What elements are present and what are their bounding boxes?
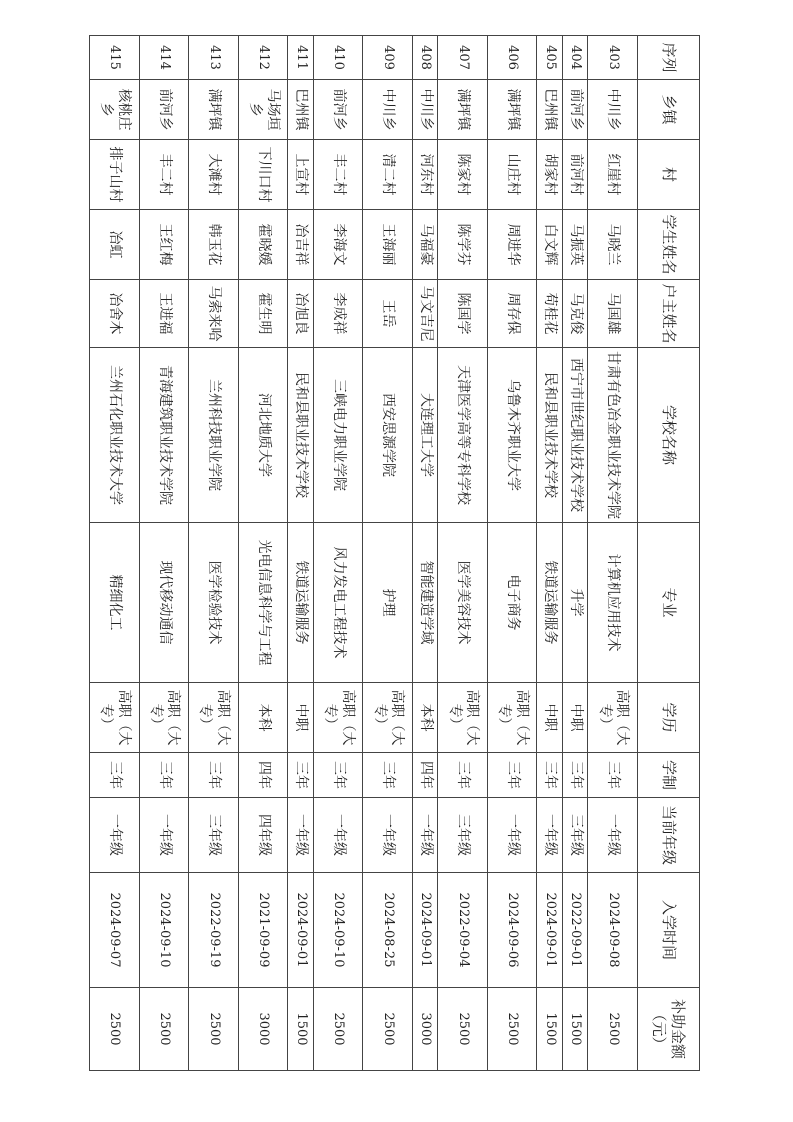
table-cell: 西宁市世纪职业技术学校 [562,348,587,523]
table-cell: 红崖村 [588,140,638,210]
column-header: 乡镇 [638,80,700,140]
table-cell: 中职 [562,683,587,753]
table-cell: 医学美容技术 [438,523,488,683]
table-cell: 马国雄 [588,280,638,348]
table-cell: 中川乡 [412,80,437,140]
table-row [189,36,239,1071]
table-cell: 四年级 [238,798,288,873]
table-cell: 兰州科技职业学院 [189,348,239,523]
table-cell: 下川口村 [238,140,288,210]
table-cell: 民和县职业技术学校 [288,348,313,523]
table-cell: 高职（大专） [313,683,363,753]
table-cell: 排子山村 [90,140,140,210]
table-cell: 巴州镇 [288,80,313,140]
table-cell: 满坪镇 [487,80,537,140]
table-cell: 中川乡 [588,80,638,140]
table-row [139,36,189,1071]
table-cell: 巴州镇 [537,80,562,140]
table-cell: 409 [363,36,413,80]
table-cell: 冶虹 [90,210,140,280]
table-cell: 山庄村 [487,140,537,210]
table-cell: 2500 [363,988,413,1071]
table-row [487,36,537,1071]
table-cell: 冶吉祥 [288,210,313,280]
table-cell: 405 [537,36,562,80]
table-cell: 电子商务 [487,523,537,683]
table-cell: 2021-09-09 [238,873,288,988]
column-header: 专业 [638,523,700,683]
table-row [438,36,488,1071]
table-cell: 前河乡 [562,80,587,140]
header-row [638,36,700,1071]
table-cell: 苟桂花 [537,280,562,348]
table-cell: 白文辉 [537,210,562,280]
table-cell: 高职（大专） [189,683,239,753]
table-cell: 满坪镇 [189,80,239,140]
table-cell: 三年 [537,753,562,798]
table-cell: 1500 [537,988,562,1071]
table-cell: 兰州石化职业技术大学 [90,348,140,523]
table-cell: 马场垣乡 [238,80,288,140]
table-cell: 大连理工大学 [412,348,437,523]
table-cell: 甘肃有色冶金职业技术学院 [588,348,638,523]
column-header: 户主姓名 [638,280,700,348]
table-cell: 升学 [562,523,587,683]
table-cell: 1500 [562,988,587,1071]
table-cell: 高职（大专） [588,683,638,753]
table-cell: 陈国学 [438,280,488,348]
table-cell: 韩玉花 [189,210,239,280]
table-cell: 中职 [288,683,313,753]
table-cell: 407 [438,36,488,80]
table-cell: 高职（大专） [90,683,140,753]
table-cell: 一年级 [363,798,413,873]
table-cell: 2024-09-01 [412,873,437,988]
table-cell: 周进华 [487,210,537,280]
table-cell: 本科 [238,683,288,753]
table-cell: 三年级 [438,798,488,873]
table-cell: 高职（大专） [438,683,488,753]
table-cell: 中职 [537,683,562,753]
table-cell: 三年 [363,753,413,798]
table-cell: 马福豪 [412,210,437,280]
table-cell: 高职（大专） [139,683,189,753]
table-cell: 2024-09-06 [487,873,537,988]
table-cell: 计算机应用技术 [588,523,638,683]
table-cell: 民和县职业技术学校 [537,348,562,523]
table-cell: 三年 [189,753,239,798]
table-cell: 丰二村 [313,140,363,210]
table-cell: 三年 [139,753,189,798]
table-cell: 智能建造学域 [412,523,437,683]
table-cell: 铁道运输服务 [537,523,562,683]
table-cell: 410 [313,36,363,80]
table-cell: 406 [487,36,537,80]
column-header: 学校名称 [638,348,700,523]
table-cell: 护理 [363,523,413,683]
table-cell: 一年级 [90,798,140,873]
table-cell: 408 [412,36,437,80]
table-cell: 三峡电力职业学院 [313,348,363,523]
table-cell: 前河乡 [139,80,189,140]
table-cell: 核桃庄乡 [90,80,140,140]
table-cell: 四年 [238,753,288,798]
table-cell: 2024-09-01 [537,873,562,988]
table-cell: 前河乡 [313,80,363,140]
table-cell: 冶舍木 [90,280,140,348]
table-cell: 前河村 [562,140,587,210]
table-cell: 四年 [412,753,437,798]
table-cell: 周存保 [487,280,537,348]
table-cell: 满坪镇 [438,80,488,140]
table-cell: 大滩村 [189,140,239,210]
table-cell: 马索来哈 [189,280,239,348]
table-cell: 陈学芬 [438,210,488,280]
column-header: 学生姓名 [638,210,700,280]
table-cell: 414 [139,36,189,80]
table-cell: 王岳 [363,280,413,348]
column-header: 村 [638,140,700,210]
table-cell: 三年级 [189,798,239,873]
table-cell: 现代移动通信 [139,523,189,683]
table-cell: 三年 [487,753,537,798]
table-cell: 乌鲁木齐职业大学 [487,348,537,523]
table-cell: 霍生明 [238,280,288,348]
table-cell: 一年级 [487,798,537,873]
table-row [313,36,363,1071]
table-cell: 一年级 [139,798,189,873]
table-cell: 三年级 [562,798,587,873]
table-cell: 一年级 [412,798,437,873]
table-cell: 李成祥 [313,280,363,348]
table-cell: 2024-09-01 [288,873,313,988]
table-cell: 2024-09-10 [313,873,363,988]
table-cell: 2500 [189,988,239,1071]
column-header: 学历 [638,683,700,753]
table-cell: 本科 [412,683,437,753]
table-cell: 三年 [288,753,313,798]
table-cell: 2500 [139,988,189,1071]
table-cell: 415 [90,36,140,80]
table-cell: 2500 [313,988,363,1071]
table-cell: 霍晓媛 [238,210,288,280]
table-cell: 三年 [562,753,587,798]
table-cell: 3000 [238,988,288,1071]
table-cell: 马文吉尼 [412,280,437,348]
column-header: 入学时间 [638,873,700,988]
table-cell: 2022-09-19 [189,873,239,988]
table-cell: 一年级 [313,798,363,873]
table-row [288,36,313,1071]
table-cell: 河东村 [412,140,437,210]
table-cell: 医学检验技术 [189,523,239,683]
table-row [537,36,562,1071]
table-cell: 清二村 [363,140,413,210]
table-cell: 2500 [487,988,537,1071]
table-cell: 西安思源学院 [363,348,413,523]
table-cell: 上宣村 [288,140,313,210]
table-cell: 一年级 [588,798,638,873]
table-cell: 1500 [288,988,313,1071]
table-cell: 陈家村 [438,140,488,210]
column-header: 补助金额（元） [638,988,700,1071]
table-cell: 3000 [412,988,437,1071]
table-cell: 三年 [438,753,488,798]
table-cell: 马晓兰 [588,210,638,280]
table-cell: 李海文 [313,210,363,280]
table-cell: 2500 [438,988,488,1071]
table-cell: 丰二村 [139,140,189,210]
table-cell: 王进福 [139,280,189,348]
table-row [90,36,140,1071]
table-cell: 胡家村 [537,140,562,210]
table-row [363,36,413,1071]
table-cell: 马克俊 [562,280,587,348]
table-cell: 2500 [588,988,638,1071]
table-cell: 天津医学高等专科学校 [438,348,488,523]
rotated-page [89,35,700,1070]
table-cell: 铁道运输服务 [288,523,313,683]
table-cell: 2024-09-07 [90,873,140,988]
column-header: 学制 [638,753,700,798]
table-cell: 王红梅 [139,210,189,280]
table-cell: 2500 [90,988,140,1071]
table-cell: 三年 [588,753,638,798]
table-cell: 403 [588,36,638,80]
table-cell: 高职（大专） [487,683,537,753]
table-cell: 高职（大专） [363,683,413,753]
table-cell: 412 [238,36,288,80]
table-cell: 2022-09-01 [562,873,587,988]
subsidy-table [89,35,700,1071]
table-cell: 三年 [313,753,363,798]
table-cell: 三年 [90,753,140,798]
table-cell: 411 [288,36,313,80]
table-cell: 一年级 [537,798,562,873]
table-row [412,36,437,1071]
table-cell: 2024-09-08 [588,873,638,988]
table-cell: 2022-09-04 [438,873,488,988]
table-cell: 2024-09-10 [139,873,189,988]
table-cell: 风力发电工程技术 [313,523,363,683]
column-header: 序列 [638,36,700,80]
table-cell: 一年级 [288,798,313,873]
table-cell: 413 [189,36,239,80]
table-cell: 冶旭良 [288,280,313,348]
table-cell: 2024-08-25 [363,873,413,988]
table-cell: 青海建筑职业技术学院 [139,348,189,523]
table-cell: 河北地质大学 [238,348,288,523]
table-cell: 404 [562,36,587,80]
table-cell: 王海丽 [363,210,413,280]
table-cell: 中川乡 [363,80,413,140]
table-row [588,36,638,1071]
table-cell: 光电信息科学与工程 [238,523,288,683]
table-row [238,36,288,1071]
table-row [562,36,587,1071]
column-header: 当前年级 [638,798,700,873]
table-cell: 精细化工 [90,523,140,683]
table-cell: 马振英 [562,210,587,280]
